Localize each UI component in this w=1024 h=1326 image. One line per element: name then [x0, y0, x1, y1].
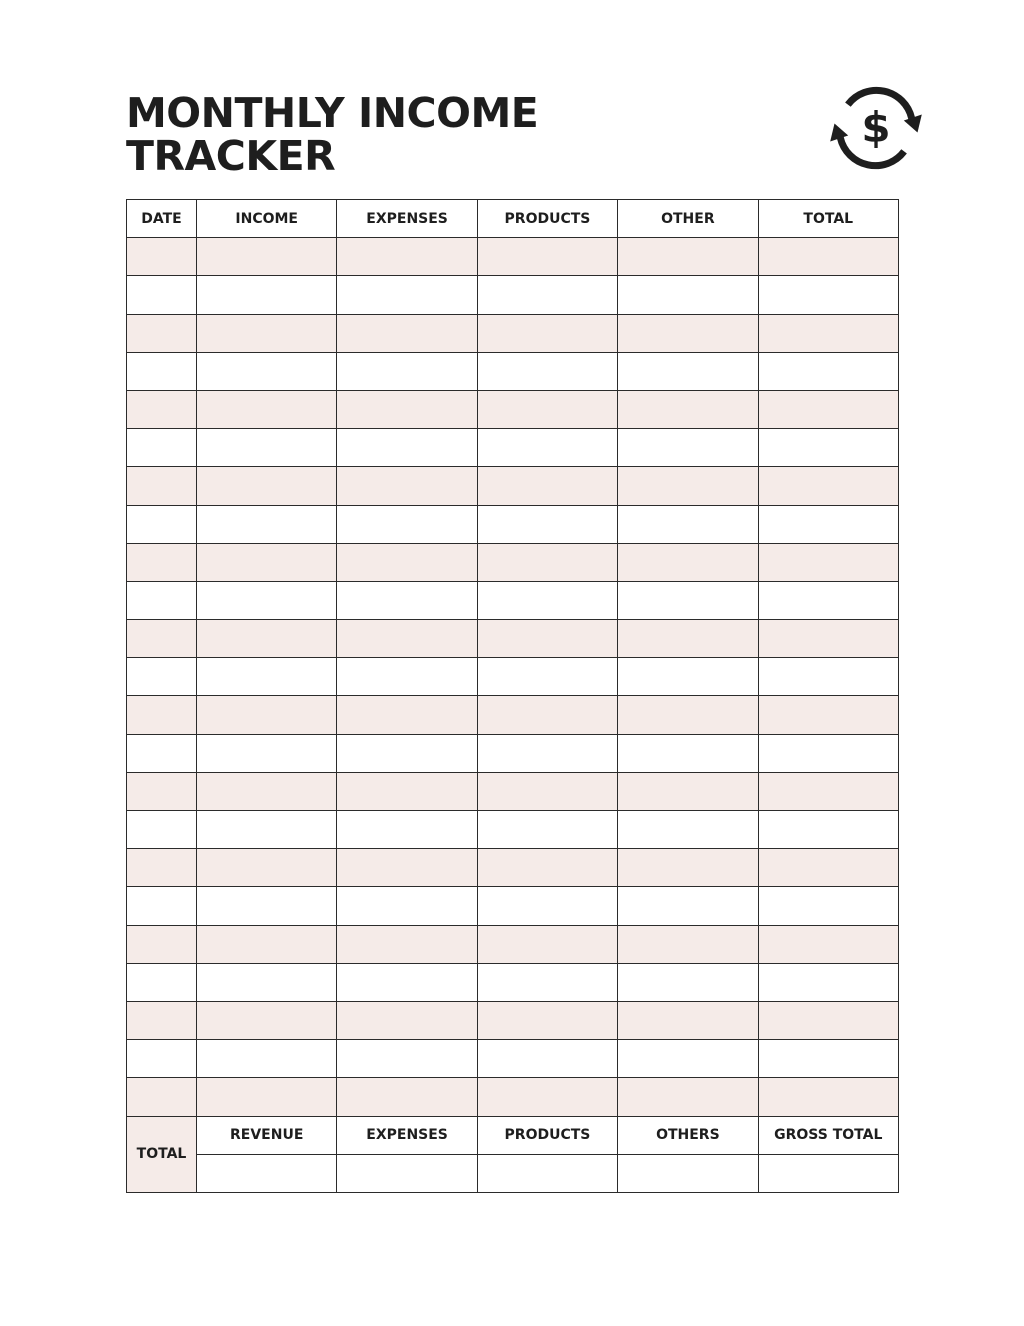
table-row: [127, 1078, 899, 1116]
cell-date[interactable]: [127, 963, 197, 1001]
cell-income[interactable]: [197, 925, 337, 963]
cell-date[interactable]: [127, 696, 197, 734]
cell-products[interactable]: [477, 467, 617, 505]
column-header-date: DATE: [127, 200, 197, 238]
cell-date[interactable]: [127, 581, 197, 619]
cell-other[interactable]: [618, 772, 758, 810]
cell-date[interactable]: [127, 1001, 197, 1039]
cell-other[interactable]: [618, 1078, 758, 1116]
title-line-2: TRACKER: [126, 132, 336, 180]
table-row: [127, 849, 899, 887]
cell-date[interactable]: [127, 352, 197, 390]
cell-income[interactable]: [197, 1078, 337, 1116]
cell-total[interactable]: [758, 467, 898, 505]
table-row: [127, 352, 899, 390]
column-header-products: PRODUCTS: [477, 200, 617, 238]
cell-total[interactable]: [758, 887, 898, 925]
page-title: [126, 89, 539, 180]
table-row: [127, 429, 899, 467]
cell-total[interactable]: [758, 505, 898, 543]
cell-products[interactable]: [477, 658, 617, 696]
cell-expenses[interactable]: [337, 467, 477, 505]
cell-income[interactable]: [197, 1001, 337, 1039]
cell-other[interactable]: [618, 925, 758, 963]
cell-total[interactable]: [758, 925, 898, 963]
cell-income[interactable]: [197, 734, 337, 772]
cell-income[interactable]: [197, 352, 337, 390]
cell-other[interactable]: [618, 429, 758, 467]
cell-income[interactable]: [197, 390, 337, 428]
cell-products[interactable]: [477, 276, 617, 314]
cell-expenses[interactable]: [337, 887, 477, 925]
cell-expenses[interactable]: [337, 772, 477, 810]
cell-total[interactable]: [758, 429, 898, 467]
cell-income[interactable]: [197, 543, 337, 581]
cell-other[interactable]: [618, 505, 758, 543]
cell-expenses[interactable]: [337, 734, 477, 772]
header-row: [127, 200, 899, 238]
totals-value-row: [127, 1154, 899, 1192]
cell-products[interactable]: [477, 849, 617, 887]
cell-income[interactable]: [197, 238, 337, 276]
table-row: [127, 772, 899, 810]
cell-total[interactable]: [758, 543, 898, 581]
table-row: [127, 238, 899, 276]
cell-total[interactable]: [758, 772, 898, 810]
cell-other[interactable]: [618, 543, 758, 581]
cell-total[interactable]: [758, 811, 898, 849]
cell-expenses[interactable]: [337, 352, 477, 390]
cell-total[interactable]: [758, 352, 898, 390]
cell-income[interactable]: [197, 429, 337, 467]
cell-products[interactable]: [477, 543, 617, 581]
cell-products[interactable]: [477, 390, 617, 428]
totals-value-products[interactable]: [477, 1154, 617, 1192]
cell-other[interactable]: [618, 658, 758, 696]
cell-expenses[interactable]: [337, 276, 477, 314]
cell-total[interactable]: [758, 238, 898, 276]
cell-expenses[interactable]: [337, 696, 477, 734]
cell-income[interactable]: [197, 772, 337, 810]
cell-other[interactable]: [618, 811, 758, 849]
cell-expenses[interactable]: [337, 238, 477, 276]
table-row: [127, 1001, 899, 1039]
cell-expenses[interactable]: [337, 849, 477, 887]
cell-products[interactable]: [477, 429, 617, 467]
totals-value-gross-total[interactable]: [758, 1154, 898, 1192]
cell-other[interactable]: [618, 1001, 758, 1039]
column-header-other: OTHER: [618, 200, 758, 238]
cell-products[interactable]: [477, 352, 617, 390]
table-row: [127, 925, 899, 963]
cell-other[interactable]: [618, 734, 758, 772]
cell-total[interactable]: [758, 581, 898, 619]
cell-expenses[interactable]: [337, 314, 477, 352]
totals-value-revenue[interactable]: [197, 1154, 337, 1192]
cell-products[interactable]: [477, 581, 617, 619]
cell-other[interactable]: [618, 467, 758, 505]
cell-total[interactable]: [758, 658, 898, 696]
cell-date[interactable]: [127, 543, 197, 581]
cell-expenses[interactable]: [337, 963, 477, 1001]
cell-products[interactable]: [477, 1040, 617, 1078]
cell-expenses[interactable]: [337, 620, 477, 658]
cell-other[interactable]: [618, 581, 758, 619]
cell-income[interactable]: [197, 811, 337, 849]
cell-date[interactable]: [127, 658, 197, 696]
cell-income[interactable]: [197, 620, 337, 658]
table-row: [127, 620, 899, 658]
cell-income[interactable]: [197, 963, 337, 1001]
dollar-cycle-icon: [829, 84, 923, 172]
totals-header-others: OTHERS: [618, 1116, 758, 1154]
totals-header-expenses: EXPENSES: [337, 1116, 477, 1154]
cell-products[interactable]: [477, 925, 617, 963]
totals-label: TOTAL: [127, 1116, 197, 1192]
column-header-total: TOTAL: [758, 200, 898, 238]
cell-date[interactable]: [127, 467, 197, 505]
totals-header-products: PRODUCTS: [477, 1116, 617, 1154]
cell-date[interactable]: [127, 505, 197, 543]
cell-expenses[interactable]: [337, 390, 477, 428]
cell-total[interactable]: [758, 620, 898, 658]
table-row: [127, 963, 899, 1001]
cell-income[interactable]: [197, 467, 337, 505]
cell-other[interactable]: [618, 238, 758, 276]
cell-other[interactable]: [618, 620, 758, 658]
table-row: [127, 581, 899, 619]
totals-value-expenses[interactable]: [337, 1154, 477, 1192]
cell-products[interactable]: [477, 772, 617, 810]
column-header-expenses: EXPENSES: [337, 200, 477, 238]
cell-other[interactable]: [618, 696, 758, 734]
tracker-body: [127, 238, 899, 1116]
cell-income[interactable]: [197, 696, 337, 734]
cell-expenses[interactable]: [337, 505, 477, 543]
cell-products[interactable]: [477, 314, 617, 352]
table-row: [127, 505, 899, 543]
cell-date[interactable]: [127, 772, 197, 810]
cell-expenses[interactable]: [337, 429, 477, 467]
title-line-1: MONTHLY INCOME: [126, 89, 539, 137]
cell-products[interactable]: [477, 963, 617, 1001]
cell-expenses[interactable]: [337, 543, 477, 581]
cell-date[interactable]: [127, 276, 197, 314]
cell-products[interactable]: [477, 887, 617, 925]
cell-total[interactable]: [758, 390, 898, 428]
table-row: [127, 658, 899, 696]
table-row: [127, 543, 899, 581]
totals-value-others[interactable]: [618, 1154, 758, 1192]
table-row: [127, 734, 899, 772]
cell-other[interactable]: [618, 887, 758, 925]
totals-header-gross-total: GROSS TOTAL: [758, 1116, 898, 1154]
cell-products[interactable]: [477, 734, 617, 772]
cell-products[interactable]: [477, 620, 617, 658]
cell-other[interactable]: [618, 276, 758, 314]
cell-date[interactable]: [127, 1040, 197, 1078]
totals-header-row: [127, 1116, 899, 1154]
cell-total[interactable]: [758, 734, 898, 772]
cell-other[interactable]: [618, 963, 758, 1001]
cell-total[interactable]: [758, 1001, 898, 1039]
column-header-income: INCOME: [197, 200, 337, 238]
cell-date[interactable]: [127, 429, 197, 467]
cell-date[interactable]: [127, 849, 197, 887]
cell-income[interactable]: [197, 1040, 337, 1078]
cell-expenses[interactable]: [337, 581, 477, 619]
cell-expenses[interactable]: [337, 1040, 477, 1078]
cell-expenses[interactable]: [337, 925, 477, 963]
cell-date[interactable]: [127, 734, 197, 772]
income-tracker-table: [126, 199, 899, 1193]
cell-other[interactable]: [618, 314, 758, 352]
cell-total[interactable]: [758, 276, 898, 314]
cell-total[interactable]: [758, 696, 898, 734]
cell-expenses[interactable]: [337, 1078, 477, 1116]
cell-other[interactable]: [618, 1040, 758, 1078]
cell-date[interactable]: [127, 811, 197, 849]
cell-products[interactable]: [477, 1078, 617, 1116]
cell-income[interactable]: [197, 849, 337, 887]
cell-income[interactable]: [197, 887, 337, 925]
cell-date[interactable]: [127, 925, 197, 963]
cell-date[interactable]: [127, 1078, 197, 1116]
cell-total[interactable]: [758, 963, 898, 1001]
cell-income[interactable]: [197, 314, 337, 352]
cell-products[interactable]: [477, 505, 617, 543]
cell-date[interactable]: [127, 887, 197, 925]
cell-income[interactable]: [197, 658, 337, 696]
cell-products[interactable]: [477, 696, 617, 734]
totals-header-revenue: REVENUE: [197, 1116, 337, 1154]
cell-date[interactable]: [127, 238, 197, 276]
cell-date[interactable]: [127, 620, 197, 658]
cell-expenses[interactable]: [337, 811, 477, 849]
cell-products[interactable]: [477, 1001, 617, 1039]
cell-expenses[interactable]: [337, 1001, 477, 1039]
table-row: [127, 811, 899, 849]
cell-total[interactable]: [758, 314, 898, 352]
cell-income[interactable]: [197, 581, 337, 619]
cell-expenses[interactable]: [337, 658, 477, 696]
cell-total[interactable]: [758, 1040, 898, 1078]
cell-total[interactable]: [758, 1078, 898, 1116]
cell-products[interactable]: [477, 811, 617, 849]
cell-date[interactable]: [127, 314, 197, 352]
cell-other[interactable]: [618, 352, 758, 390]
table-row: [127, 390, 899, 428]
table-row: [127, 276, 899, 314]
cell-total[interactable]: [758, 849, 898, 887]
cell-products[interactable]: [477, 238, 617, 276]
cell-income[interactable]: [197, 505, 337, 543]
cell-other[interactable]: [618, 390, 758, 428]
cell-date[interactable]: [127, 390, 197, 428]
table-row: [127, 314, 899, 352]
table-row: [127, 887, 899, 925]
cell-other[interactable]: [618, 849, 758, 887]
table-row: [127, 696, 899, 734]
dollar-symbol: $: [861, 103, 891, 152]
table-row: [127, 467, 899, 505]
cell-income[interactable]: [197, 276, 337, 314]
table-row: [127, 1040, 899, 1078]
